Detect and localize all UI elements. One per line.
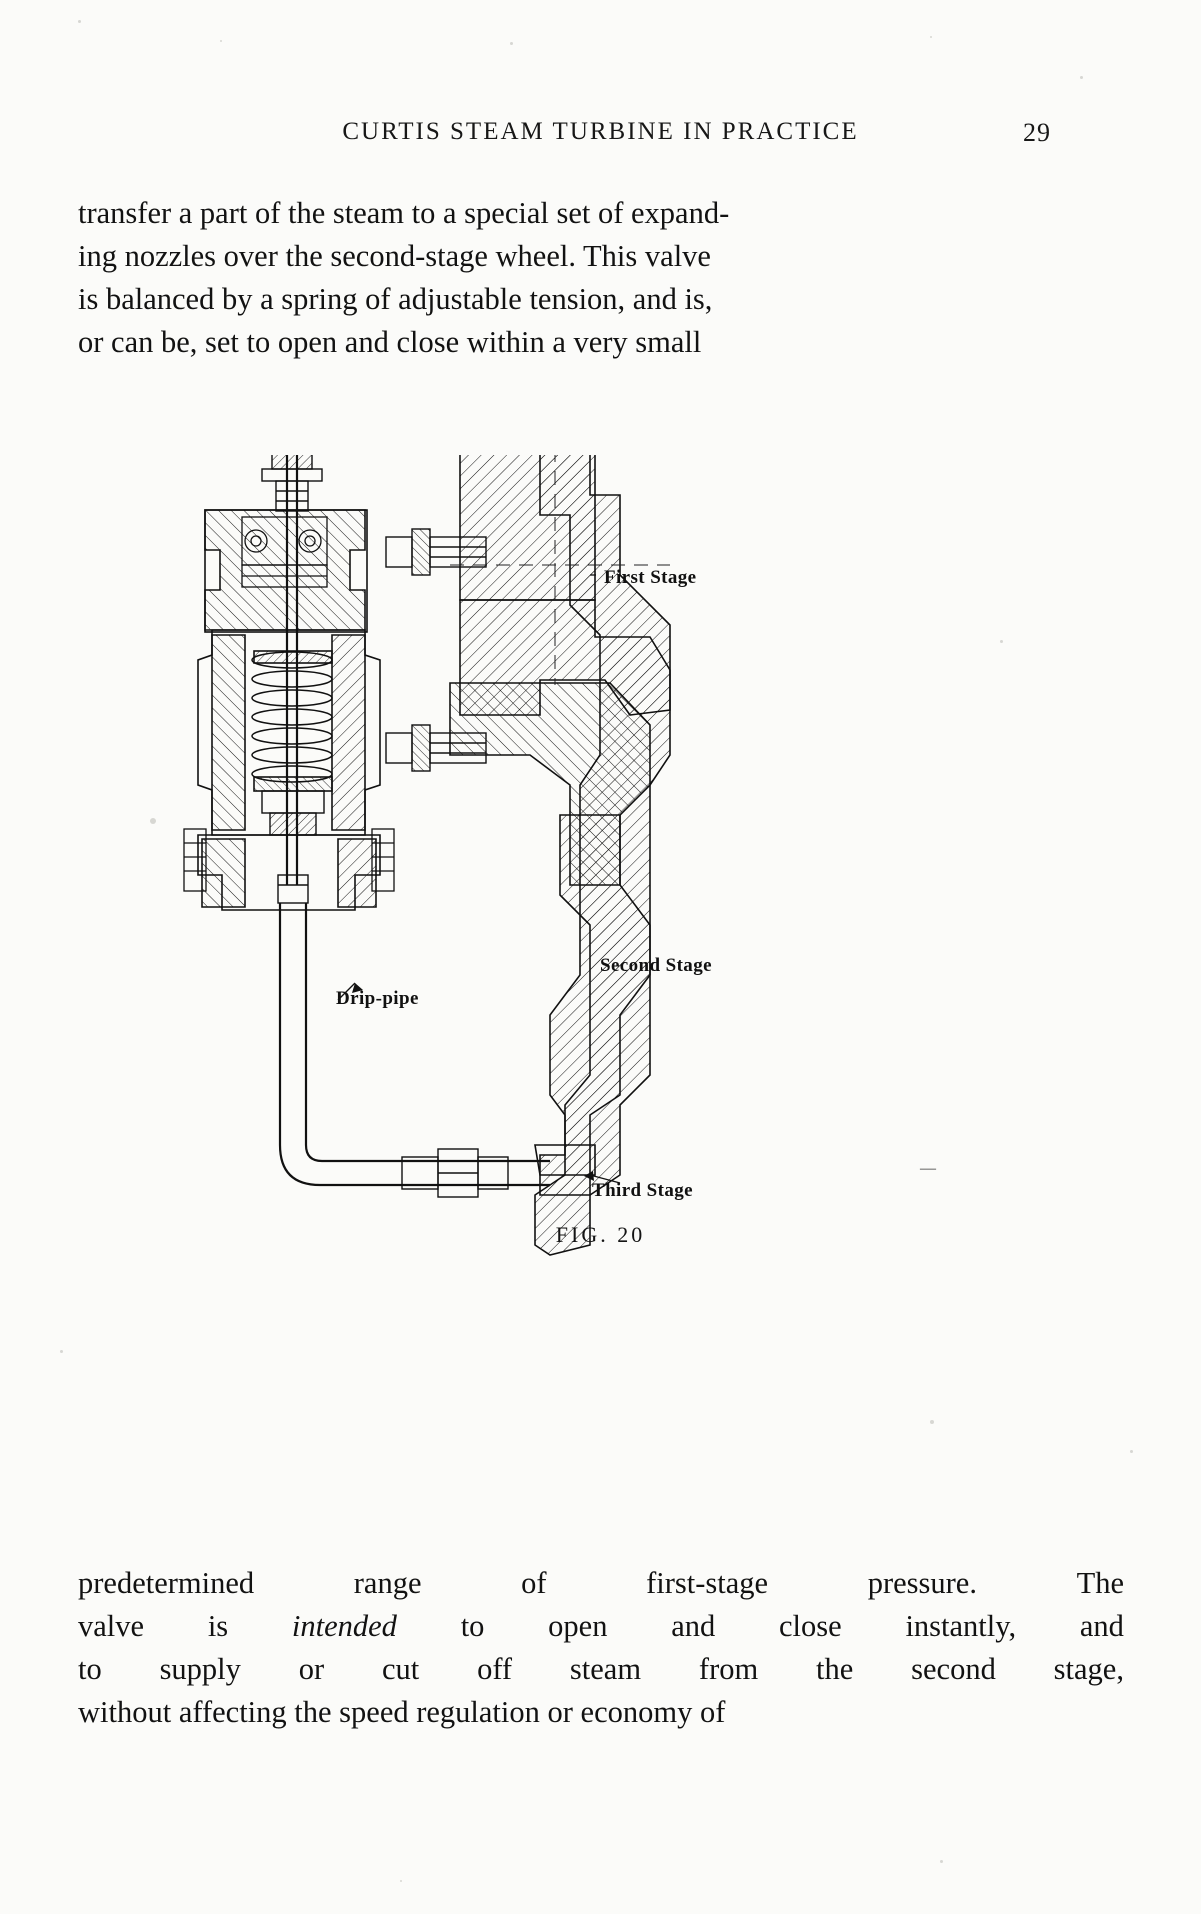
word: stage, (1053, 1652, 1124, 1686)
word: first-stage (646, 1566, 769, 1600)
paragraph-line (78, 1648, 1124, 1691)
scan-speckle (78, 20, 81, 23)
word: open (548, 1609, 608, 1643)
figure-20-sectional-drawing (150, 455, 1050, 1285)
scan-speckle (60, 1350, 63, 1353)
figure-caption: FIG. 20 (555, 1222, 646, 1247)
word: to (460, 1609, 485, 1643)
word: to (78, 1652, 102, 1686)
line-text: without affecting the speed regulation or economy of (78, 1695, 726, 1729)
paragraph-line (78, 1562, 1124, 1605)
word: pressure. (867, 1566, 977, 1600)
scan-speckle (220, 40, 222, 42)
paragraph-line (78, 235, 1124, 278)
word: instantly, (905, 1609, 1017, 1643)
word: of (521, 1566, 547, 1600)
scan-speckle (1130, 1450, 1133, 1453)
word: and (1079, 1609, 1124, 1643)
scan-speckle (1080, 76, 1083, 79)
word: cut (381, 1652, 420, 1686)
word: supply (159, 1652, 241, 1686)
word-italic: intended (291, 1609, 397, 1643)
paragraph-top (78, 192, 1124, 364)
word: close (779, 1609, 842, 1643)
word: valve (78, 1609, 145, 1643)
paragraph-line (78, 192, 1124, 235)
figure-label-third-stage: Third Stage (592, 1180, 693, 1201)
word: The (1076, 1566, 1124, 1600)
scan-speckle (930, 1420, 934, 1424)
line-text: is balanced by a spring of adjustable tension, and is, (78, 282, 713, 316)
running-head (0, 118, 1201, 146)
scan-speckle (940, 1860, 943, 1863)
line-text: transfer a part of the steam to a special set of expand- (78, 196, 730, 230)
running-head-title: CURTIS STEAM TURBINE IN PRACTICE (342, 118, 859, 145)
scan-speckle (1000, 640, 1003, 643)
scan-speckle (510, 42, 513, 45)
word: is (207, 1609, 229, 1643)
scan-speckle (400, 1880, 402, 1882)
figure-label-second-stage: Second Stage (600, 955, 712, 976)
paragraph-bottom (78, 1562, 1124, 1734)
word: or (298, 1652, 325, 1686)
paragraph-line (78, 278, 1124, 321)
word: second (911, 1652, 996, 1686)
word: steam (569, 1652, 642, 1686)
word: predetermined (78, 1566, 255, 1600)
figure-label-first-stage: First Stage (604, 567, 697, 588)
scan-smudge: — (920, 1160, 936, 1177)
word: range (353, 1566, 422, 1600)
page-number: 29 (1023, 118, 1051, 147)
word: off (477, 1652, 513, 1686)
scan-speckle (930, 36, 932, 38)
paragraph-line (78, 1605, 1124, 1648)
scan-speckle (150, 818, 156, 824)
word: from (698, 1652, 759, 1686)
paragraph-line (78, 321, 1124, 364)
paragraph-line (78, 1691, 1124, 1734)
word: the (816, 1652, 854, 1686)
line-text: or can be, set to open and close within a very small (78, 325, 702, 359)
line-text: ing nozzles over the second-stage wheel. This valve (78, 239, 711, 273)
figure-label-drip-pipe: Drip-pipe (336, 988, 419, 1009)
word: and (671, 1609, 716, 1643)
